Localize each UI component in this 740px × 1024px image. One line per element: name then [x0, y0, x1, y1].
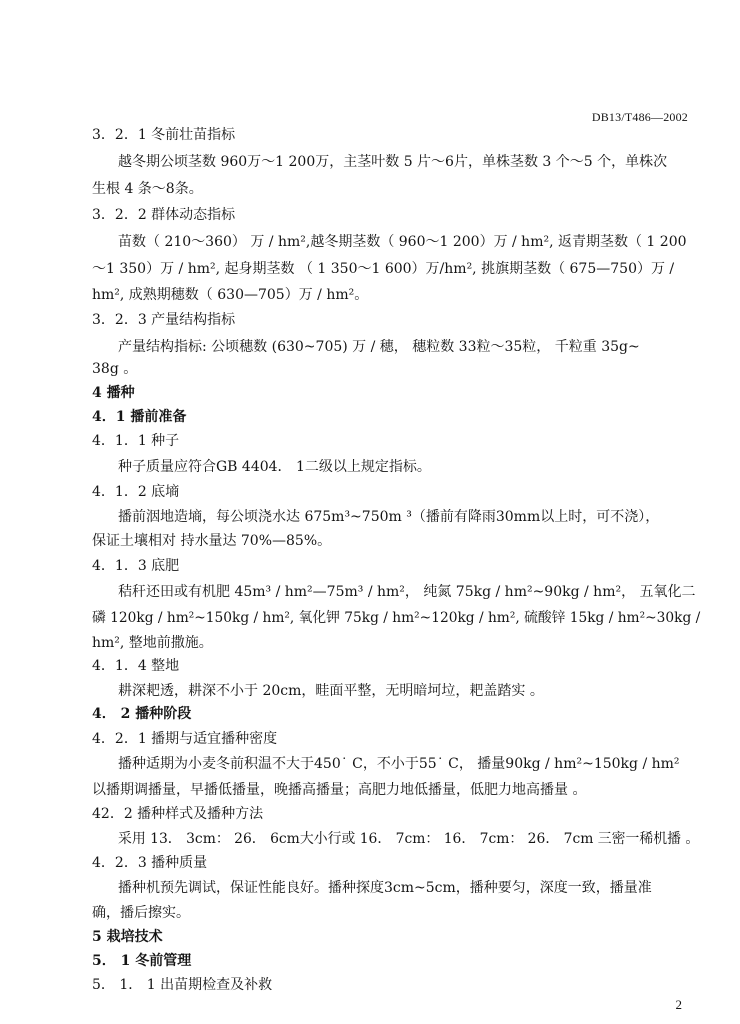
paragraph-line: 苗数（ 210～360） 万 / hm²,越冬期茎数（ 960～1 200）万 / hm², 返青期茎数（ 1 200 — [118, 234, 687, 250]
paragraph-line: ～1 350）万 / hm², 起身期茎数 （ 1 350～1 600）万/hm², 挑旗期茎数（ 675—750）万 / — [92, 261, 675, 277]
section-heading: 4．1 播前准备 — [92, 409, 187, 425]
chapter-heading: 4 播种 — [92, 385, 135, 401]
paragraph-line: 播前洇地造墒，每公顷浇水达 675m³~750m ³（播前有降雨30mm以上时，可不浇）， — [118, 509, 660, 525]
section-heading: 42．2 播种样式及播种方法 — [92, 806, 264, 822]
paragraph-line: 38g 。 — [92, 361, 138, 377]
paragraph-line: 产量结构指标: 公顷穗数 (630~705) 万 / 穗， 穗粒数 33粒～35粒， 千粒重 35g~ — [118, 339, 640, 355]
section-heading: 4．2．3 播种质量 — [92, 855, 208, 871]
paragraph-line: 越冬期公顷茎数 960万～1 200万，主茎叶数 5 片～6片，单株茎数 3 个～5 个，单株次 — [118, 154, 668, 170]
paragraph-line: hm², 成熟期穗数（ 630—705）万 / hm²。 — [92, 287, 369, 303]
section-heading: 4．1．3 底肥 — [92, 558, 180, 574]
section-heading: 5． 1． 1 出苗期检查及补救 — [92, 977, 273, 993]
paragraph-line: hm², 整地前撒施。 — [92, 635, 213, 651]
section-heading: 4．2．1 播期与适宜播种密度 — [92, 731, 278, 747]
paragraph-line: 采用 13． 3cm： 26． 6cm大小行或 16． 7cm： 16． 7cm： 26． 7cm 三密一稀机播 。 — [118, 831, 700, 847]
section-heading: 4．1．2 底墒 — [92, 484, 180, 500]
paragraph-line: 保证土壤相对 持水量达 70%—85%。 — [92, 533, 332, 549]
paragraph-line: 种子质量应符合GB 4404． 1二级以上规定指标。 — [118, 459, 431, 475]
page-number: 2 — [675, 997, 682, 1012]
paragraph-line: 确，播后擦实。 — [92, 905, 190, 921]
section-heading: 5． 1 冬前管理 — [92, 953, 192, 969]
chapter-heading: 5 栽培技术 — [92, 929, 163, 945]
paragraph-line: 耕深耙透，耕深不小于 20cm，畦面平整，无明暗坷垃，耙盖踏实 。 — [118, 683, 544, 699]
paragraph-line: 播种适期为小麦冬前积温不大于450˙ C，不小于55˙ C， 播量90kg / hm²~150kg / hm² — [118, 756, 680, 772]
paragraph-line: 以播期调播量，早播低播量，晚播高播量；高肥力地低播量，低肥力地高播量 。 — [92, 782, 587, 798]
section-heading: 3．2．1 冬前壮苗指标 — [92, 127, 236, 143]
paragraph-line: 秸秆还田或有机肥 45m³ / hm²—75m³ / hm²， 纯氮 75kg / hm²~90kg / hm²， 五氧化二 — [118, 584, 696, 600]
document-code: DB13/T486—2002 — [591, 110, 688, 124]
paragraph-line: 生根 4 条～8条。 — [92, 181, 203, 197]
paragraph-line: 播种机预先调试，保证性能良好。播种探度3cm~5cm，播种要匀，深度一致，播量准 — [118, 880, 652, 896]
section-heading: 4．1．4 整地 — [92, 658, 180, 674]
section-heading: 4．1．1 种子 — [92, 433, 180, 449]
section-heading: 4． 2 播种阶段 — [92, 706, 192, 722]
paragraph-line: 磷 120kg / hm²~150kg / hm², 氧化钾 75kg / hm²~120kg / hm², 硫酸锌 15kg / hm²~30kg / — [92, 610, 701, 626]
section-heading: 3．2．3 产量结构指标 — [92, 312, 236, 328]
section-heading: 3．2．2 群体动态指标 — [92, 207, 236, 223]
